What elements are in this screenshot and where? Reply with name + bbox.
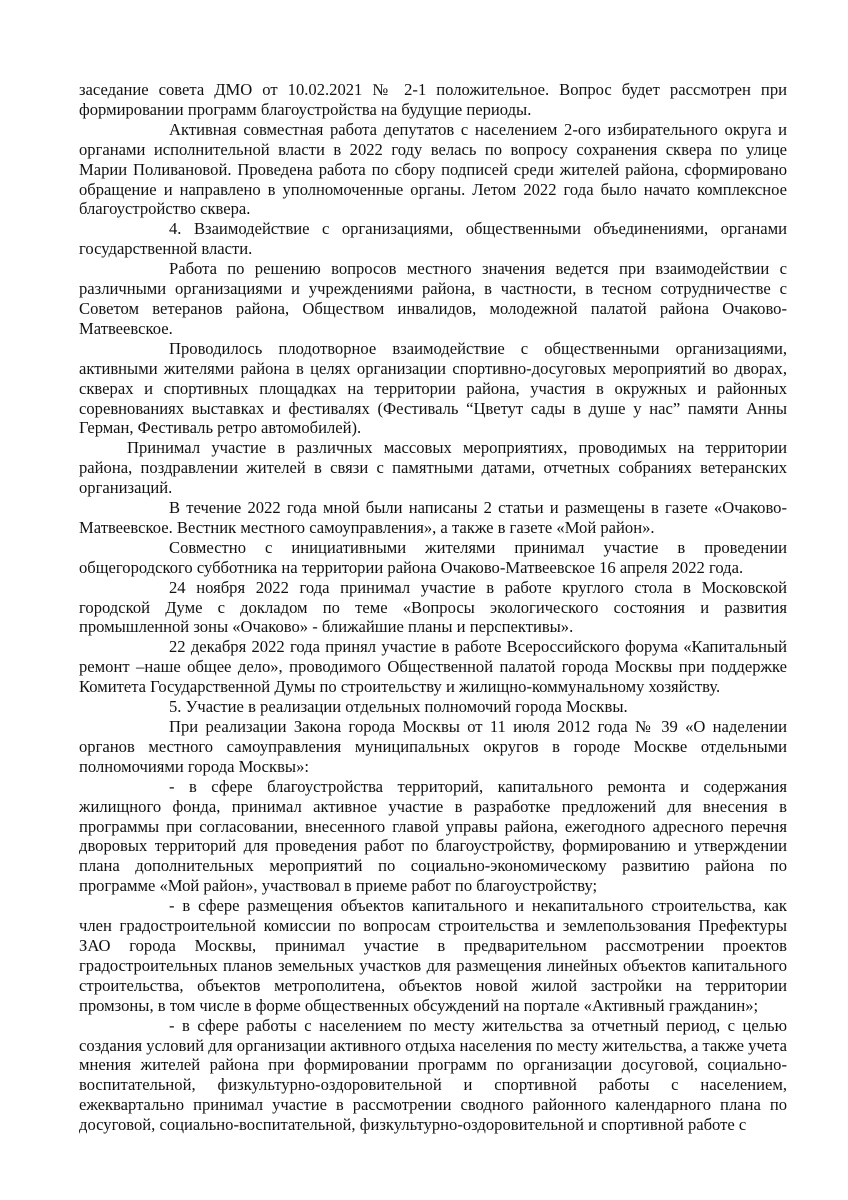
paragraph: 22 декабря 2022 года принял участие в работе Всероссийского форума «Капитальный ремонт –наше общее дело», проводимого Общественной палатой города Москвы при поддержке Комитета Государственной Думы по строительству и жилищно-коммунальному хозяйству. bbox=[79, 637, 787, 697]
paragraph: Работа по решению вопросов местного значения ведется при взаимодействии с различными организациями и учреждениями района, в частности, в тесном сотрудничестве с Советом ветеранов района, Обществом инвалидов, молодежной палатой района Очаково-Матвеевское. bbox=[79, 259, 787, 338]
document-page bbox=[79, 80, 787, 1135]
paragraph: При реализации Закона города Москвы от 11 июля 2012 года № 39 «О наделении органов местного самоуправления муниципальных округов в городе Москве отдельными полномочиями города Москвы»: bbox=[79, 717, 787, 776]
paragraph: В течение 2022 года мной были написаны 2 статьи и размещены в газете «Очаково-Матвеевское. Вестник местного самоуправления», а также в газете «Мой район». bbox=[79, 498, 787, 537]
list-item: - в сфере работы с населением по месту жительства за отчетный период, с целью создания условий для организации активного отдыха населения по месту жительства, а также учета мнения жителей района при формировании программ по организации досуговой, социально-воспитательной, физкультурно-оздоровительной и спортивной работы с населением, ежеквартально принимал участие в рассмотрении сводного районного календарного плана по досуговой, социально-воспитательной, физкультурно-оздоровительной и спортивной работе с bbox=[79, 1015, 787, 1135]
list-item: - в сфере размещения объектов капитального и некапитального строительства, как член градостроительной комиссии по вопросам строительства и землепользования Префектуры ЗАО города Москвы, принимал участие в предварительном рассмотрении проектов градостроительных планов земельных участков для размещения линейных объектов капитального строительства, объектов метрополитена, объектов новой жилой застройки на территории промзоны, в том числе в форме общественных обсуждений на портале «Активный гражданин»; bbox=[79, 896, 787, 1015]
list-item: - в сфере благоустройства территорий, капитального ремонта и содержания жилищного фонда, принимал активное участие в разработке предложений для внесения в программы при согласовании, внесенного главой управы района, ежегодного адресного перечня дворовых территорий для проведения работ по благоустройству, формированию и утверждении плана дополнительных мероприятий по социально-экономическому развитию района по программе «Мой район», участвовал в приеме работ по благоустройству; bbox=[79, 776, 787, 896]
paragraph: заседание совета ДМО от 10.02.2021 № 2-1 положительное. Вопрос будет рассмотрен при формировании программ благоустройства на будущие периоды. bbox=[79, 80, 787, 119]
paragraph: Активная совместная работа депутатов с населением 2-ого избирательного округа и органами исполнительной власти в 2022 году велась по вопросу сохранения сквера по улице Марии Поливановой. Проведена работа по сбору подписей среди жителей района, сформировано обращение и направлено в уполномоченные органы. Летом 2022 года было начато комплексное благоустройство сквера. bbox=[79, 119, 787, 219]
paragraph: Совместно с инициативными жителями принимал участие в проведении общегородского субботника на территории района Очаково-Матвеевское 16 апреля 2022 года. bbox=[79, 537, 787, 577]
section-heading: 5. Участие в реализации отдельных полномочий города Москвы. bbox=[169, 697, 628, 717]
paragraph: Принимал участие в различных массовых мероприятиях, проводимых на территории района, поздравлении жителей в связи с памятными датами, отчетных собраниях ветеранских организаций. bbox=[79, 438, 787, 498]
paragraph: Проводилось плодотворное взаимодействие с общественными организациями, активными жителями района в целях организации спортивно-досуговых мероприятий во дворах, скверах и спортивных площадках на территории района, участия в окружных и районных соревнованиях выставках и фестивалях (Фестиваль “Цветут сады в душе у нас” памяти Анны Герман, Фестиваль ретро автомобилей). bbox=[79, 338, 787, 438]
paragraph: 24 ноября 2022 года принимал участие в работе круглого стола в Московской городской Думе с докладом по теме «Вопросы экологического состояния и развития промышленной зоны «Очаково» - ближайшие планы и перспективы». bbox=[79, 577, 787, 637]
section-heading: 4. Взаимодействие с организациями, общественными объединениями, органами государственной власти. bbox=[79, 219, 787, 259]
